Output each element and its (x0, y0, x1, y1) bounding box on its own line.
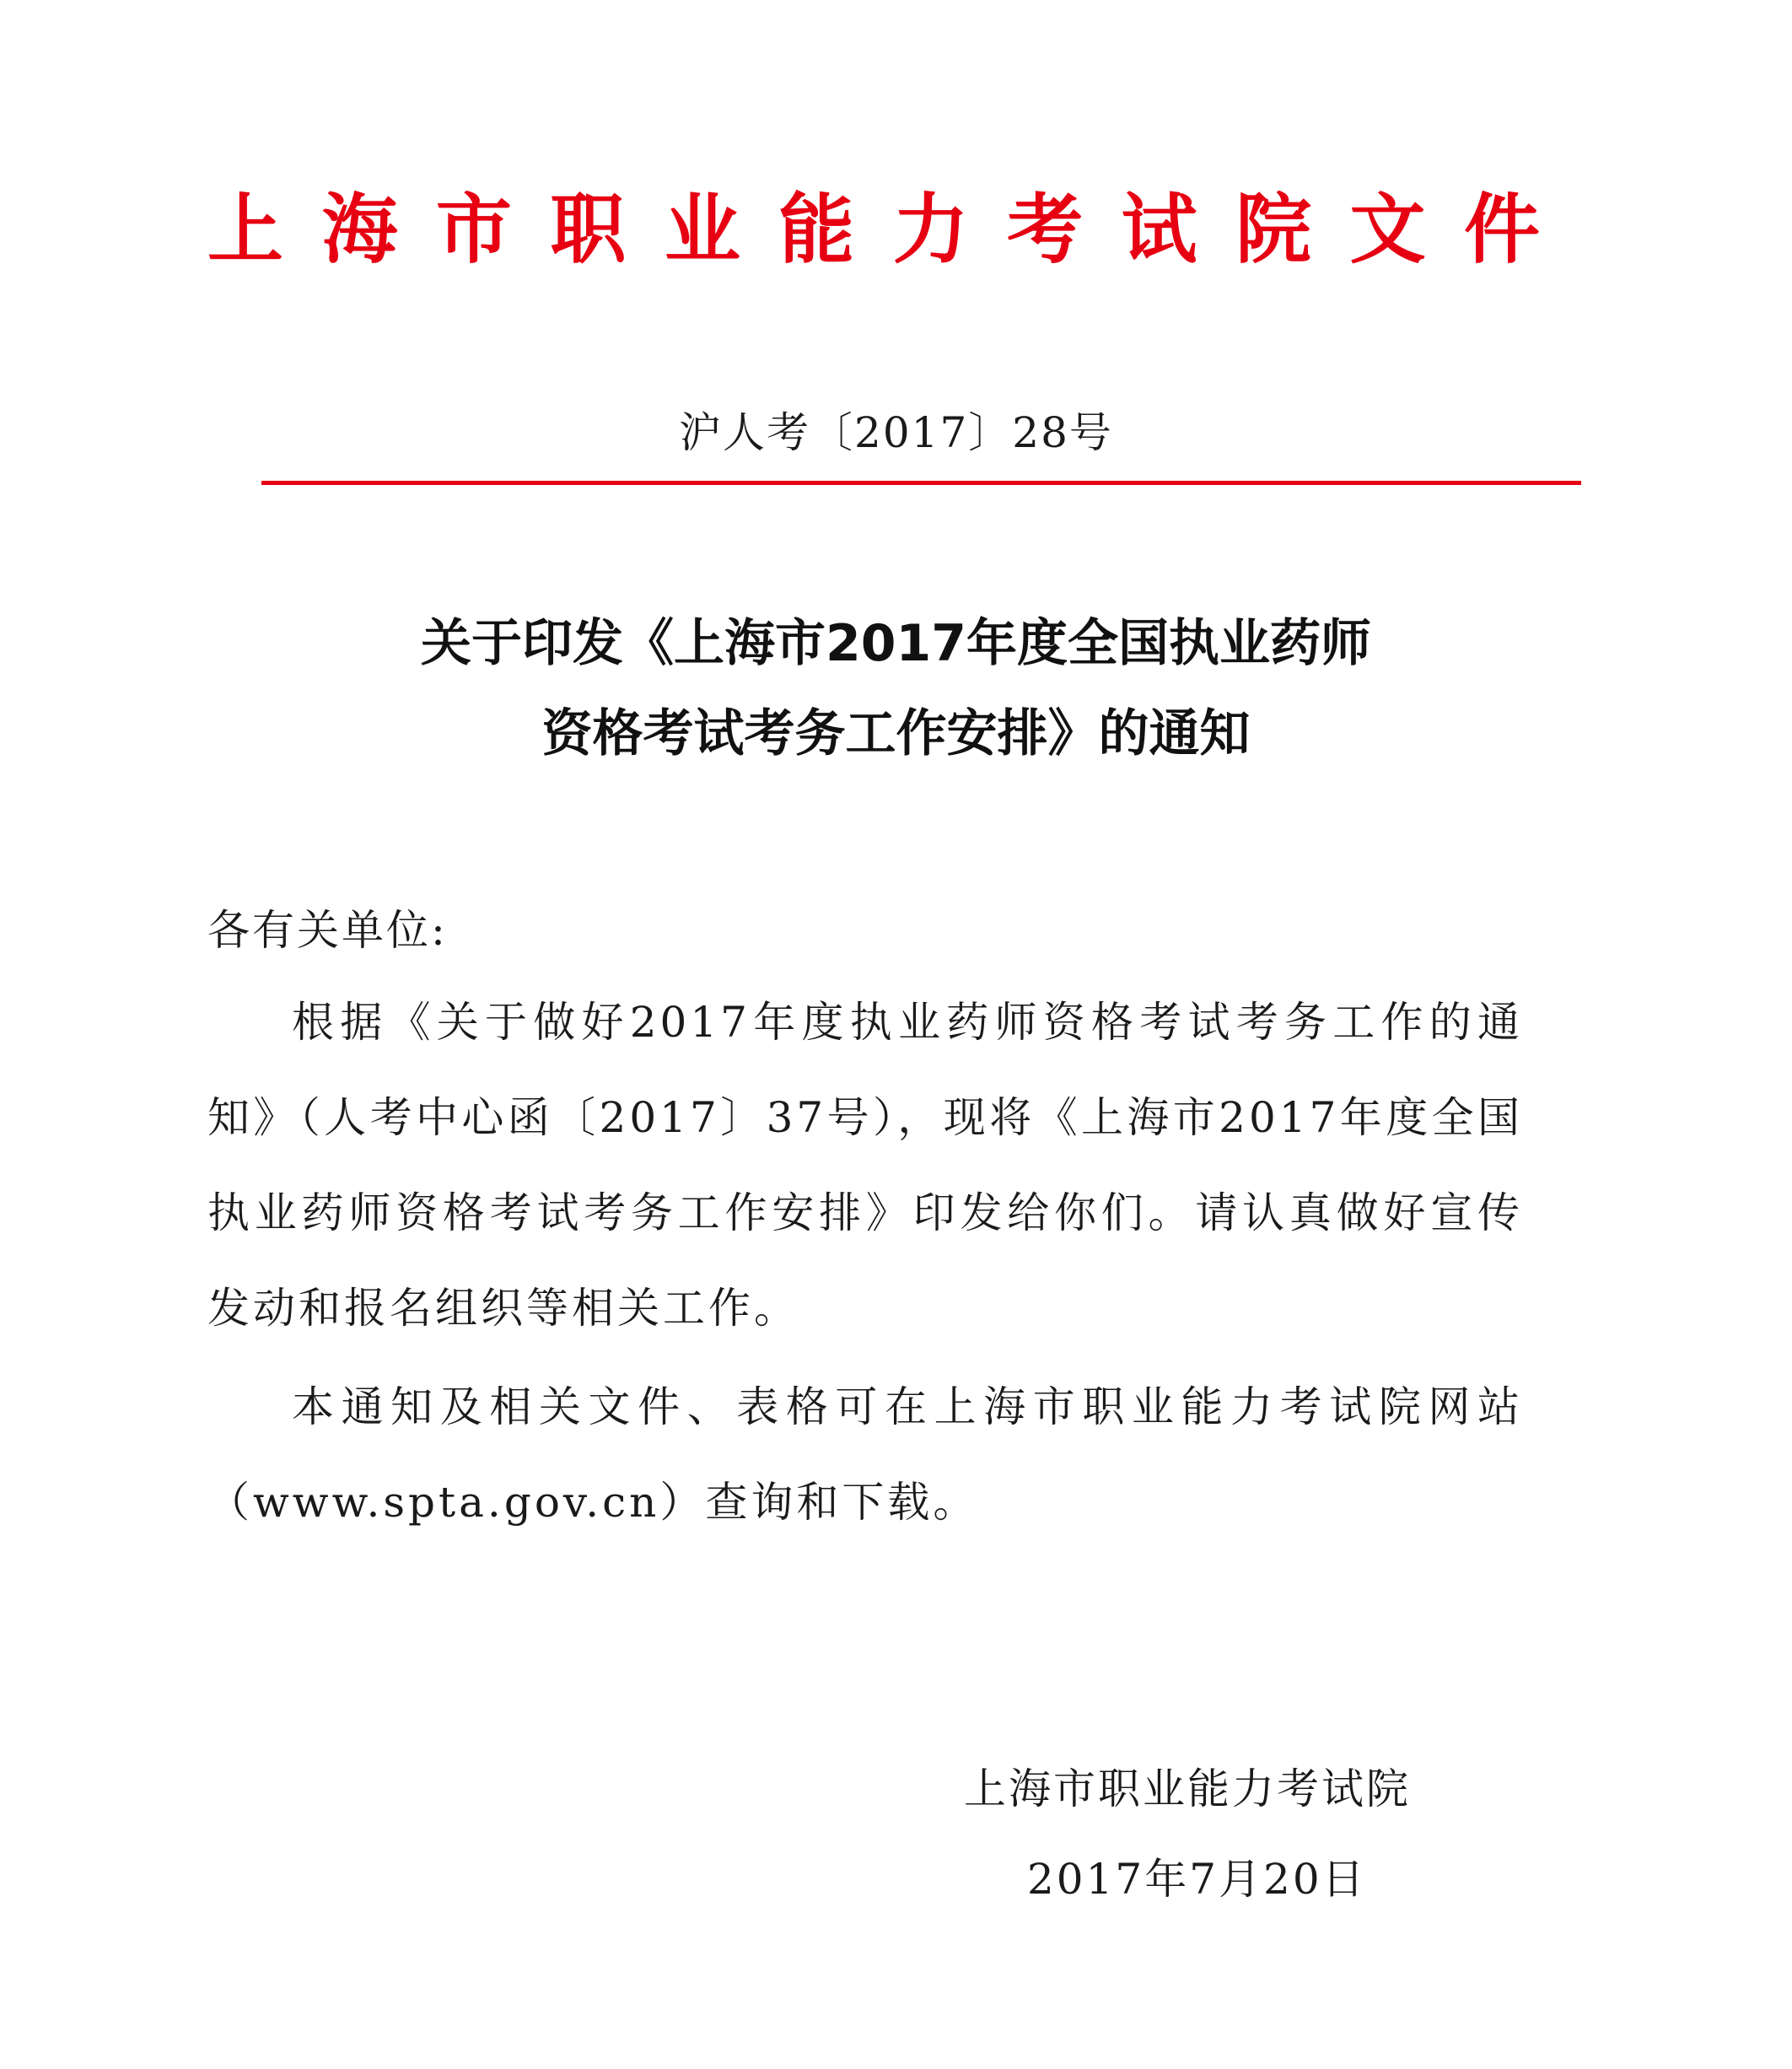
header-char: 试 (1121, 186, 1197, 274)
header-char: 海 (321, 186, 398, 274)
header-char: 考 (1007, 186, 1084, 274)
salutation: 各有关单位: (207, 906, 448, 955)
subject-line-2: 资格考试考务工作安排》的通知 (541, 704, 1251, 763)
document-number: 沪人考〔2017〕28号 (679, 408, 1113, 457)
body-paragraph-2: 本通知及相关文件、表格可在上海市职业能力考试院网站（www.spta.gov.cn）查询和下载。 (207, 1382, 1523, 1527)
header-char: 院 (1235, 186, 1312, 274)
header-char: 职 (550, 186, 627, 274)
header-char: 力 (892, 186, 969, 274)
body-paragraph-1: 根据《关于做好2017年度执业药师资格考试考务工作的通知》（人考中心函〔2017〕37号），现将《上海市2017年度全国执业药师资格考试考务工作安排》印发给你们。请认真做好宣传发动和报名组织等相关工作。 (207, 998, 1523, 1333)
header-char: 业 (664, 186, 740, 274)
header-char: 文 (1349, 186, 1426, 274)
header-char: 上 (207, 186, 283, 274)
signature-date: 2017年7月20日 (1027, 1855, 1367, 1904)
header-char: 能 (778, 186, 855, 274)
header-char: 市 (435, 186, 512, 274)
signature-organization: 上海市职业能力考试院 (964, 1765, 1411, 1813)
header-char: 件 (1463, 186, 1540, 274)
subject-line-1: 关于印发《上海市2017年度全国执业药师 (421, 614, 1371, 673)
document-header-title (207, 184, 1540, 277)
header-divider (261, 481, 1581, 485)
